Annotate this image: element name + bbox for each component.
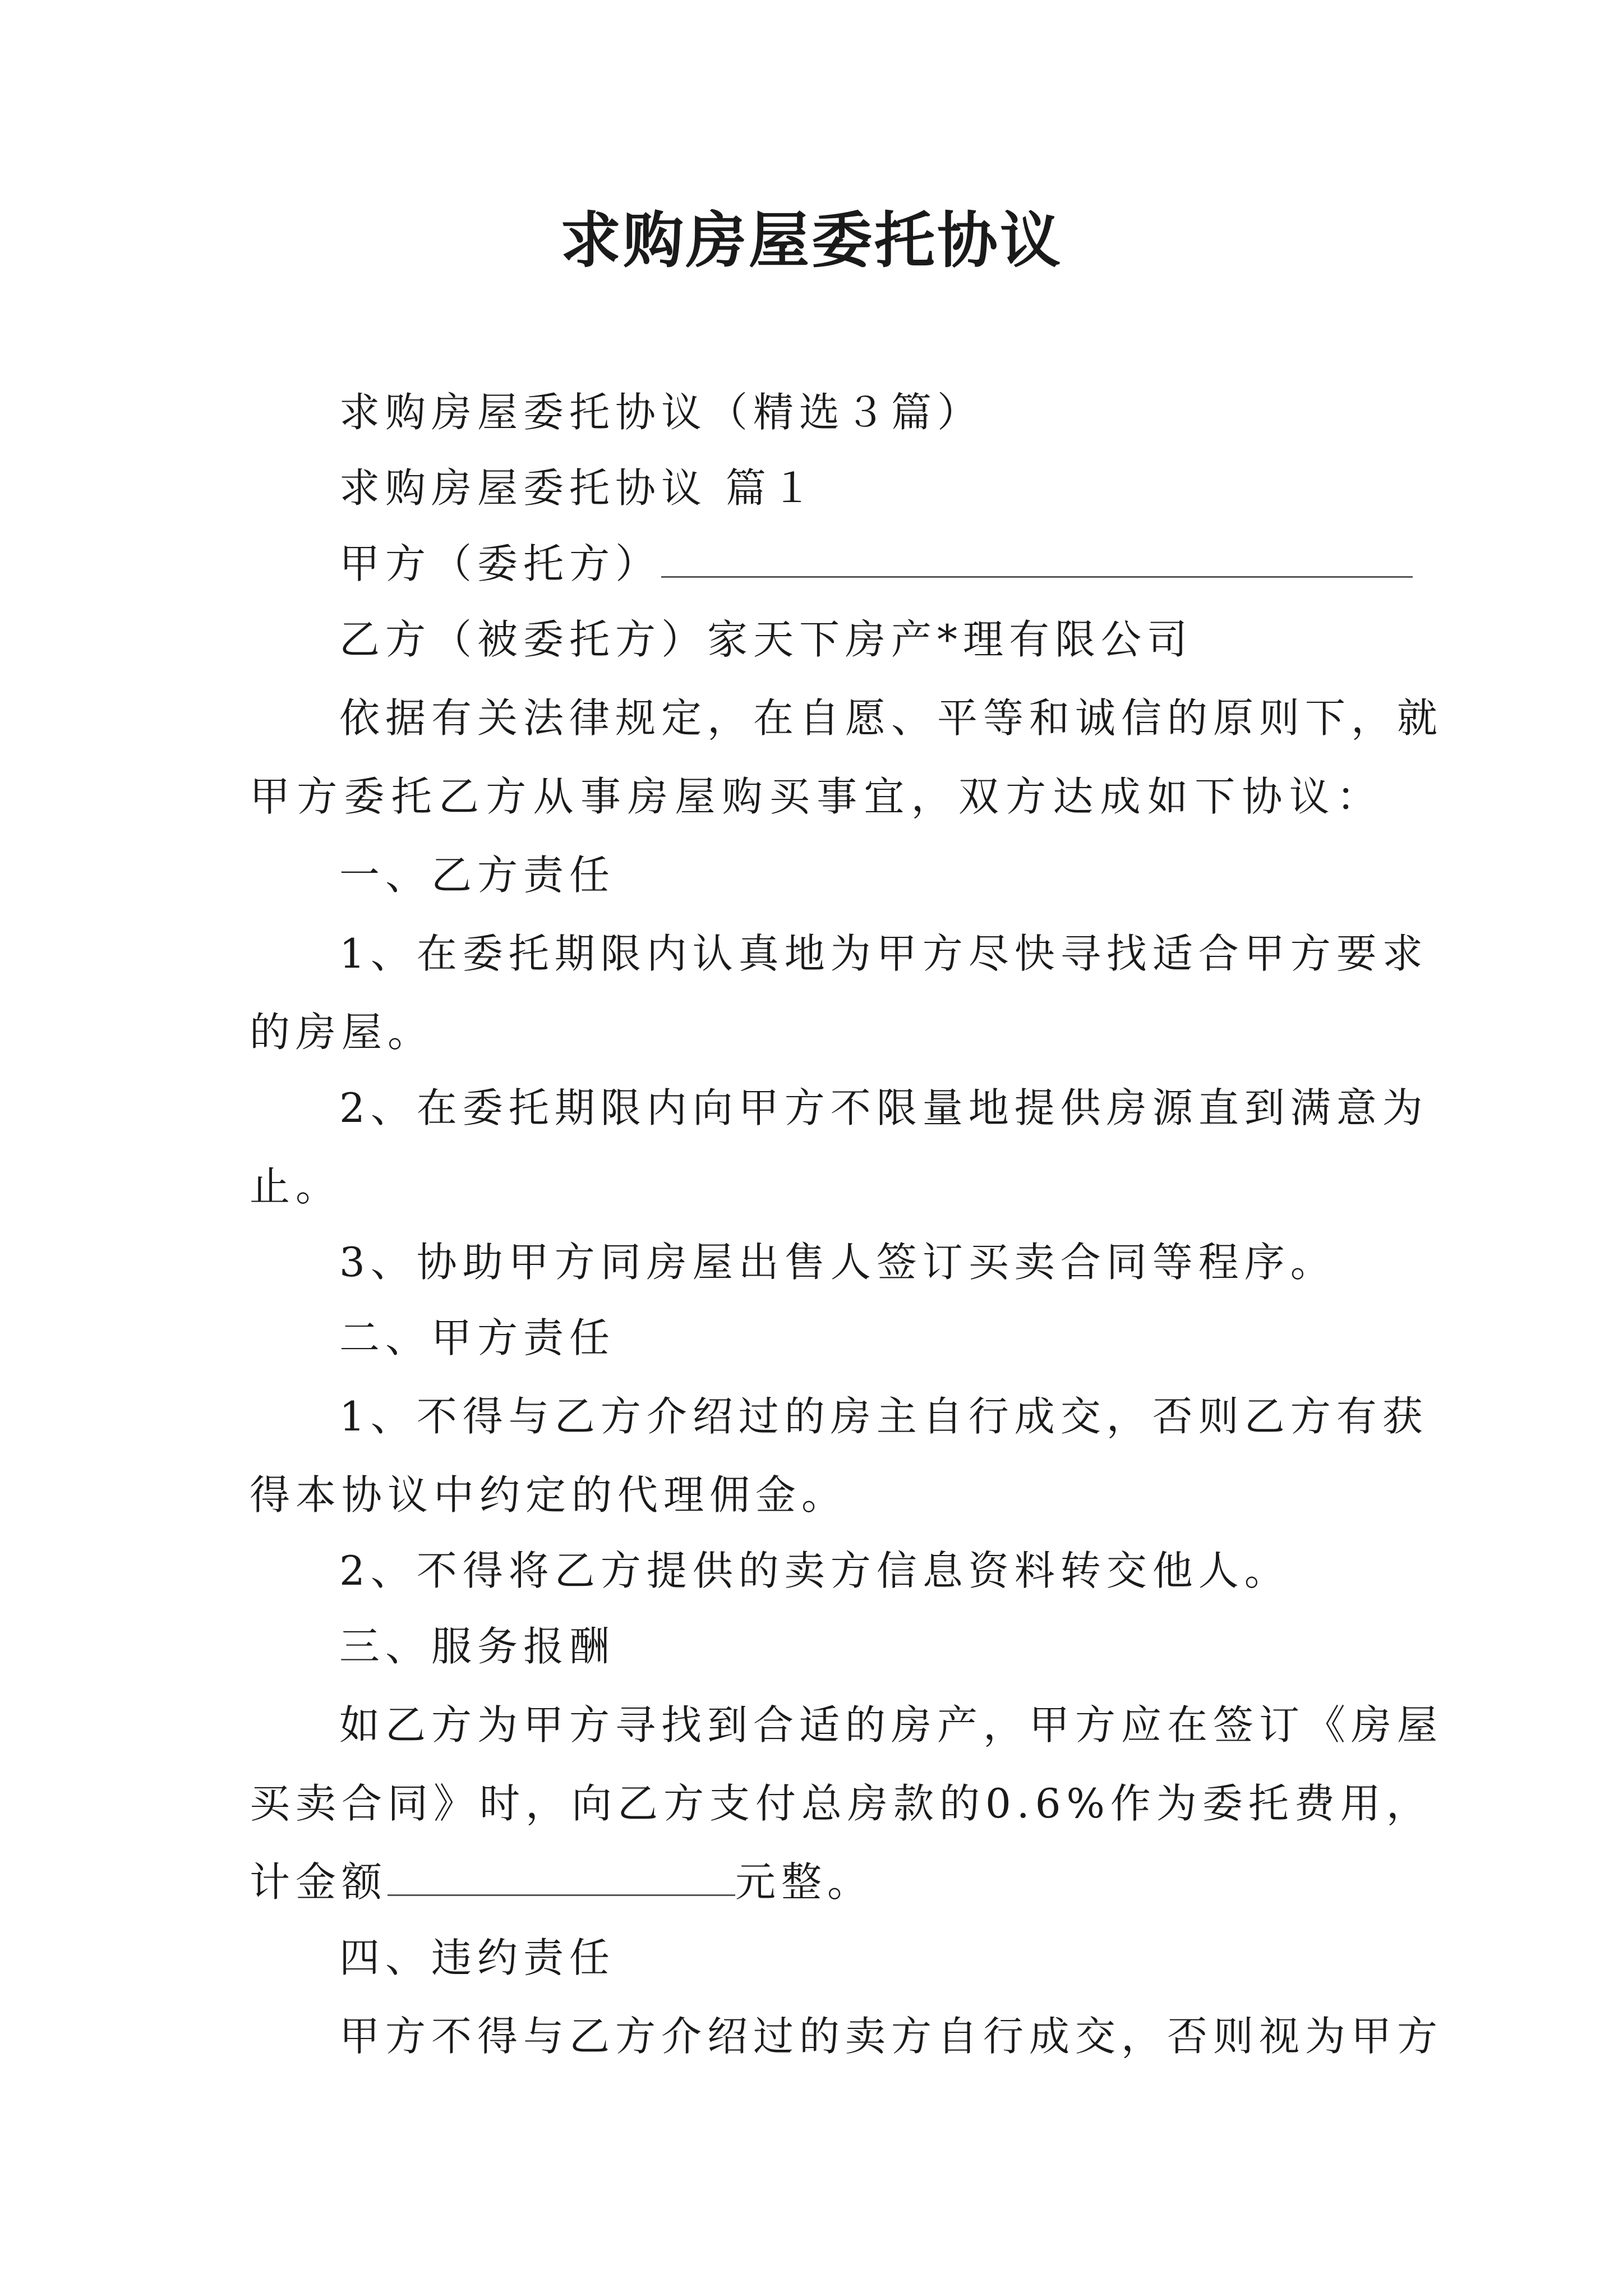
preamble-line: 甲方委托乙方从事房屋购买事宜，双方达成如下协议：	[250, 773, 1382, 820]
clause-line: 得本协议中约定的代理佣金。	[250, 1471, 848, 1519]
clause-line: 1、在委托期限内认真地为甲方尽快寻找适合甲方要求	[339, 930, 1428, 977]
party-a-blank	[661, 537, 1413, 578]
fee-amount-prefix: 计金额	[250, 1858, 388, 1906]
heading-breach: 四、违约责任	[339, 1934, 616, 1981]
fee-amount-line	[250, 1851, 1382, 1913]
clause-line: 买卖合同》时，向乙方支付总房款的0.6%作为委托费用，	[250, 1780, 1432, 1827]
clause-line: 3、协助甲方同房屋出售人签订买卖合同等程序。	[339, 1239, 1336, 1286]
heading-party-a-duties: 二、甲方责任	[339, 1314, 616, 1361]
clause-line: 1、不得与乙方介绍过的房主自行成交，否则乙方有获	[339, 1393, 1428, 1440]
clause-line: 如乙方为甲方寻找到合适的房产，甲方应在签订《房屋	[339, 1701, 1444, 1749]
heading-service-fee: 三、服务报酬	[339, 1623, 616, 1670]
clause-line: 止。	[250, 1163, 342, 1210]
clause-line: 2、不得将乙方提供的卖方信息资料转交他人。	[339, 1547, 1290, 1594]
preamble-line: 依据有关法律规定，在自愿、平等和诚信的原则下，就	[339, 694, 1444, 742]
clause-line: 2、在委托期限内向甲方不限量地提供房源直到满意为	[339, 1084, 1428, 1131]
party-a-line	[250, 533, 1382, 595]
party-b-line: 乙方（被委托方）家天下房产*理有限公司	[339, 616, 1193, 663]
party-a-label: 甲方（委托方）	[339, 540, 662, 587]
fee-amount-suffix: 元整。	[735, 1858, 874, 1906]
clause-line: 的房屋。	[250, 1009, 434, 1056]
document-title: 求购房屋委托协议	[560, 206, 1063, 276]
clause-line: 甲方不得与乙方介绍过的卖方自行成交，否则视为甲方	[339, 2013, 1444, 2060]
document-subtitle: 求购房屋委托协议（精选３篇）	[339, 389, 984, 436]
heading-party-b-duties: 一、乙方责任	[339, 852, 616, 899]
fee-amount-blank	[388, 1855, 735, 1896]
section-heading: 求购房屋委托协议 篇１	[339, 464, 818, 512]
